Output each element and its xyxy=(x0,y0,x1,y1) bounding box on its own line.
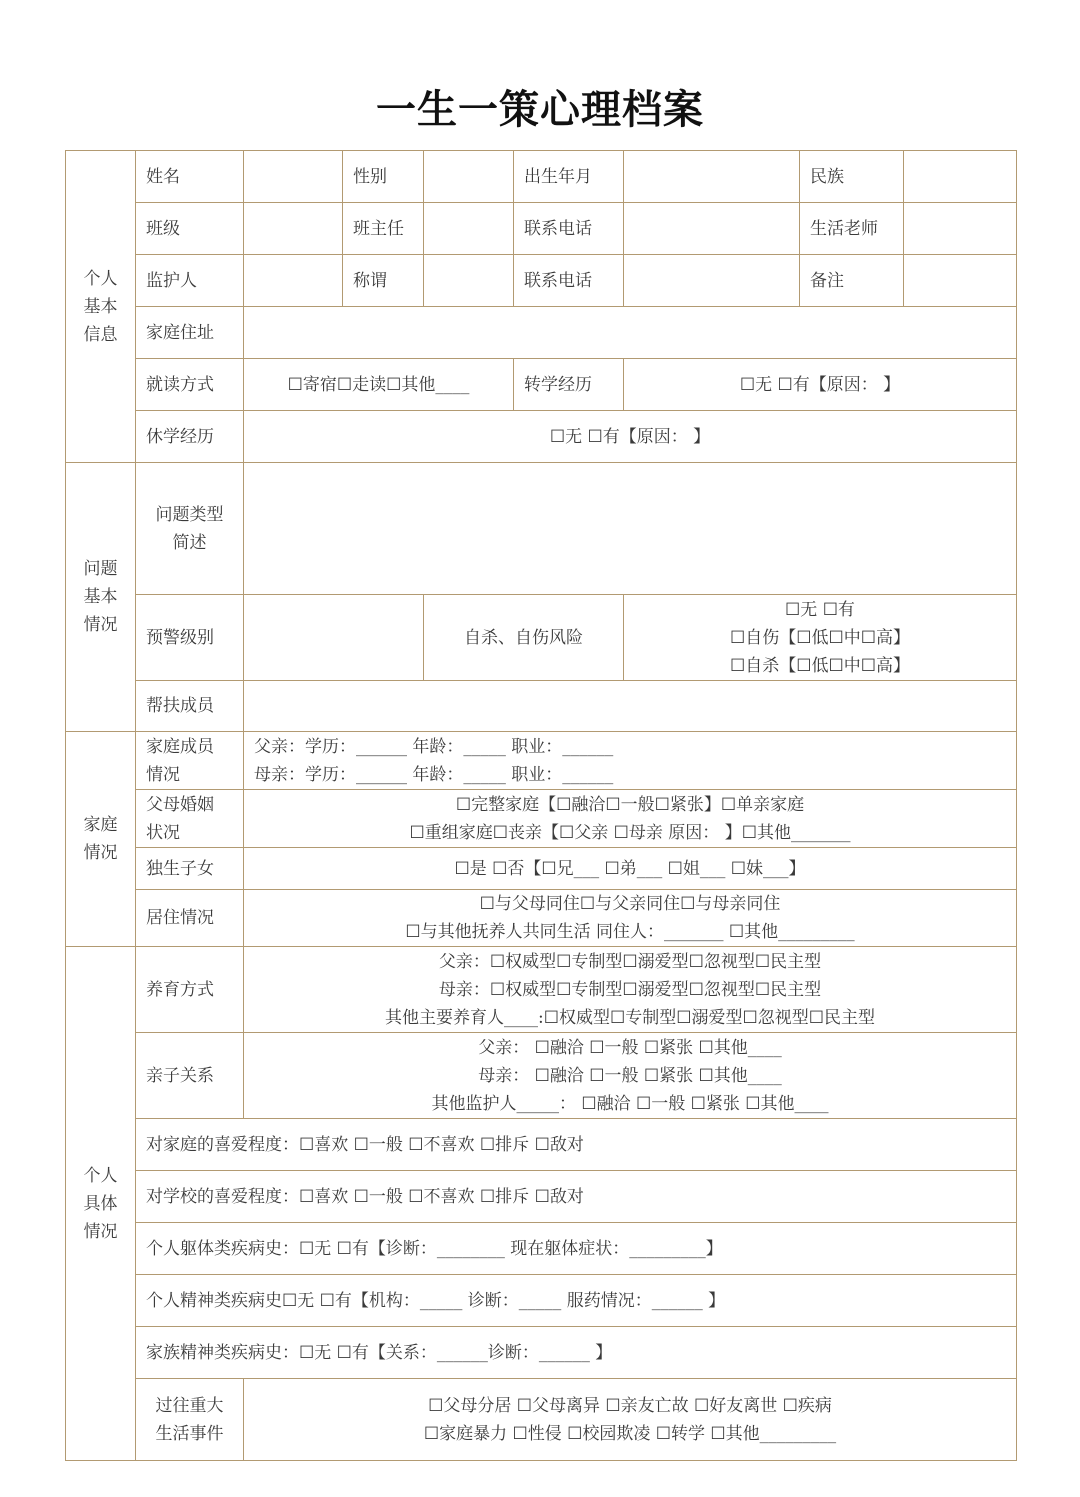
only-child-options[interactable]: ☐是 ☐否【☐兄___ ☐弟___ ☐姐___ ☐妹___】 xyxy=(244,848,1017,890)
field-relation[interactable] xyxy=(424,255,514,307)
field-warning-level[interactable] xyxy=(244,595,424,681)
field-address[interactable] xyxy=(244,307,1017,359)
label-address: 家庭住址 xyxy=(136,307,244,359)
suspension-options[interactable]: ☐无 ☐有【原因： 】 xyxy=(244,411,1017,463)
label-guardian: 监护人 xyxy=(136,255,244,307)
page-title: 一生一策心理档案 xyxy=(376,87,704,133)
field-gender[interactable] xyxy=(424,151,514,203)
label-remarks: 备注 xyxy=(800,255,904,307)
label-problem-type: 问题类型 简述 xyxy=(136,463,244,595)
suicide-risk-options[interactable]: ☐无 ☐有 ☐自伤【☐低☐中☐高】 ☐自杀【☐低☐中☐高】 xyxy=(624,595,1017,681)
field-life-teacher[interactable] xyxy=(904,203,1017,255)
section-problem-basic: 问题基本情况 xyxy=(66,463,136,732)
psych-file-table xyxy=(65,150,1017,1461)
field-problem-type[interactable] xyxy=(244,463,1017,595)
section-family: 家庭情况 xyxy=(66,732,136,947)
field-remarks[interactable] xyxy=(904,255,1017,307)
field-helpers[interactable] xyxy=(244,681,1017,732)
parenting-options[interactable]: 父亲：☐权威型☐专制型☐溺爱型☐忽视型☐民主型 母亲：☐权威型☐专制型☐溺爱型☐忽视型☐民主型 其他主要养育人____:☐权威型☐专制型☐溺爱型☐忽视型☐民主型 xyxy=(244,947,1017,1033)
label-only-child: 独生子女 xyxy=(136,848,244,890)
label-head-teacher: 班主任 xyxy=(343,203,424,255)
label-family-members: 家庭成员 情况 xyxy=(136,732,244,790)
label-study-mode: 就读方式 xyxy=(136,359,244,411)
section-personal-basic: 个人基本信息 xyxy=(66,151,136,463)
marriage-options[interactable]: ☐完整家庭【☐融洽☐一般☐紧张】☐单亲家庭 ☐重组家庭☐丧亲【☐父亲 ☐母亲 原因： 】☐其他_______ xyxy=(244,790,1017,848)
field-phone[interactable] xyxy=(624,203,800,255)
label-marriage: 父母婚姻 状况 xyxy=(136,790,244,848)
label-ethnicity: 民族 xyxy=(800,151,904,203)
field-head-teacher[interactable] xyxy=(424,203,514,255)
parent-child-options[interactable]: 父亲： ☐融洽 ☐一般 ☐紧张 ☐其他____ 母亲： ☐融洽 ☐一般 ☐紧张 ☐其他____ 其他监护人_____： ☐融洽 ☐一般 ☐紧张 ☐其他____ xyxy=(244,1033,1017,1119)
label-living: 居住情况 xyxy=(136,890,244,947)
physical-history-row[interactable]: 个人躯体类疾病史：☐无 ☐有【诊断：________ 现在躯体症状：_________】 xyxy=(136,1223,1017,1275)
love-family-row[interactable]: 对家庭的喜爱程度：☐喜欢 ☐一般 ☐不喜欢 ☐排斥 ☐敌对 xyxy=(136,1119,1017,1171)
label-warning-level: 预警级别 xyxy=(136,595,244,681)
family-mental-row[interactable]: 家族精神类疾病史：☐无 ☐有【关系：______诊断：______ 】 xyxy=(136,1327,1017,1379)
label-parent-child: 亲子关系 xyxy=(136,1033,244,1119)
label-life-events: 过往重大 生活事件 xyxy=(136,1379,244,1461)
label-birth: 出生年月 xyxy=(514,151,624,203)
field-ethnicity[interactable] xyxy=(904,151,1017,203)
family-members-info[interactable]: 父亲：学历：______ 年龄：_____ 职业：______ 母亲：学历：______ 年龄：_____ 职业：______ xyxy=(244,732,1017,790)
label-suicide-risk: 自杀、自伤风险 xyxy=(424,595,624,681)
field-guardian[interactable] xyxy=(244,255,343,307)
label-suspension: 休学经历 xyxy=(136,411,244,463)
living-options[interactable]: ☐与父母同住☐与父亲同住☐与母亲同住 ☐与其他抚养人共同生活 同住人：_______ ☐其他_________ xyxy=(244,890,1017,947)
section-personal-detail: 个人具体情况 xyxy=(66,947,136,1461)
label-guardian-phone: 联系电话 xyxy=(514,255,624,307)
field-name[interactable] xyxy=(244,151,343,203)
label-parenting: 养育方式 xyxy=(136,947,244,1033)
transfer-options[interactable]: ☐无 ☐有【原因： 】 xyxy=(624,359,1017,411)
life-events-options[interactable]: ☐父母分居 ☐父母离异 ☐亲友亡故 ☐好友离世 ☐疾病 ☐家庭暴力 ☐性侵 ☐校园欺凌 ☐转学 ☐其他_________ xyxy=(244,1379,1017,1461)
label-gender: 性别 xyxy=(343,151,424,203)
field-birth[interactable] xyxy=(624,151,800,203)
label-helpers: 帮扶成员 xyxy=(136,681,244,732)
field-class[interactable] xyxy=(244,203,343,255)
label-transfer: 转学经历 xyxy=(514,359,624,411)
field-guardian-phone[interactable] xyxy=(624,255,800,307)
label-life-teacher: 生活老师 xyxy=(800,203,904,255)
label-name: 姓名 xyxy=(136,151,244,203)
love-school-row[interactable]: 对学校的喜爱程度：☐喜欢 ☐一般 ☐不喜欢 ☐排斥 ☐敌对 xyxy=(136,1171,1017,1223)
label-phone: 联系电话 xyxy=(514,203,624,255)
mental-history-row[interactable]: 个人精神类疾病史☐无 ☐有【机构：_____ 诊断：_____ 服药情况：______ 】 xyxy=(136,1275,1017,1327)
label-class: 班级 xyxy=(136,203,244,255)
study-mode-options[interactable]: ☐寄宿☐走读☐其他____ xyxy=(244,359,514,411)
label-relation: 称谓 xyxy=(343,255,424,307)
